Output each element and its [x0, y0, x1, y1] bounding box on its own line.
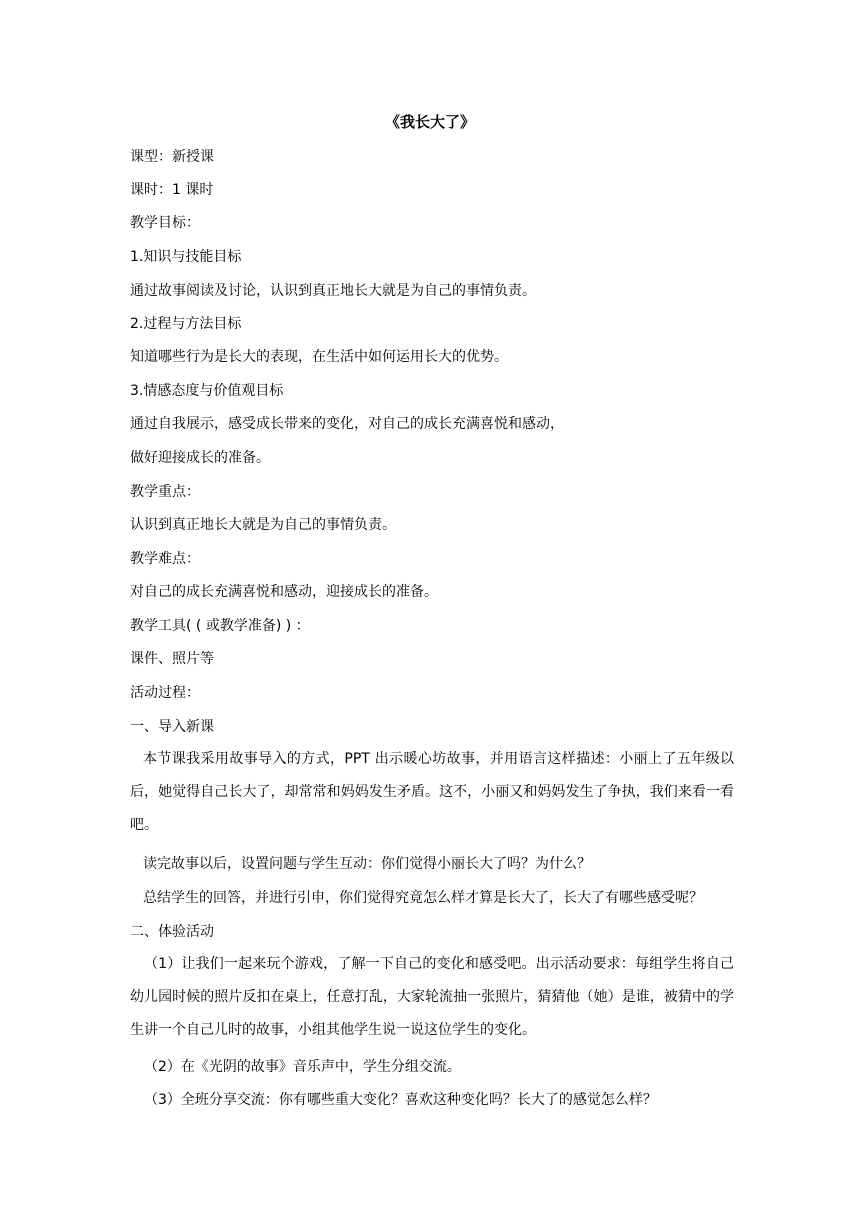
difficulties-heading: 教学难点：: [130, 551, 200, 567]
section-2-item-3: （3）全班分享交流：你有哪些重大变化？喜欢这种变化吗？长大了的感觉怎么样？: [144, 1092, 657, 1108]
objective-2-text: 知道哪些行为是长大的表现，在生活中如何运用长大的优势。: [130, 349, 508, 365]
objective-2-heading: 2.过程与方法目标: [130, 316, 242, 332]
section-1-paragraph-3: 总结学生的回答，并进行引申，你们觉得究竟怎么样才算是长大了，长大了有哪些感受呢？: [143, 890, 703, 906]
section-2-heading: 二、体验活动: [130, 924, 214, 940]
section-1-paragraph-1: 本节课我采用故事导入的方式，PPT 出示暖心坊故事，并用语言这样描述：小丽上了五年级以后，她觉得自己长大了，却常常和妈妈发生矛盾。这不，小丽又和妈妈发生了争执，我们来看一看吧。: [130, 751, 734, 833]
objectives-heading: 教学目标：: [130, 215, 200, 231]
objective-3-text-line2: 做好迎接成长的准备。: [130, 450, 270, 466]
key-points-heading: 教学重点：: [130, 484, 200, 500]
course-type: 课型：新授课: [130, 149, 214, 165]
objective-3-text-line1: 通过自我展示，感受成长带来的变化，对自己的成长充满喜悦和感动，: [130, 416, 564, 432]
key-points-text: 认识到真正地长大就是为自己的事情负责。: [130, 517, 396, 533]
section-1-paragraph-2: 读完故事以后，设置问题与学生互动：你们觉得小丽长大了吗？为什么？: [143, 856, 591, 872]
objective-1-heading: 1.知识与技能目标: [130, 249, 242, 265]
objective-3-heading: 3.情感态度与价值观目标: [130, 383, 284, 399]
section-2-item-1: （1）让我们一起来玩个游戏，了解一下自己的变化和感受吧。出示活动要求：每组学生将自己幼儿园时候的照片反扣在桌上，任意打乱，大家轮流抽一张照片，猜猜他（她）是谁，被猜中的学生讲一个自己儿时的故事，小组其他学生说一说这位学生的变化。: [130, 956, 734, 1038]
tools-text: 课件、照片等: [130, 651, 214, 667]
objective-1-text: 通过故事阅读及讨论，认识到真正地长大就是为自己的事情负责。: [130, 283, 536, 299]
process-heading: 活动过程：: [130, 685, 200, 701]
tools-heading: 教学工具( ( 或教学准备) ) ：: [130, 618, 310, 634]
section-2-item-2: （2）在《光阴的故事》音乐声中，学生分组交流。: [144, 1059, 461, 1075]
difficulties-text: 对自己的成长充满喜悦和感动，迎接成长的准备。: [130, 584, 438, 600]
course-hours: 课时：1 课时: [130, 182, 214, 198]
document-title: 《我长大了》: [384, 113, 475, 131]
section-1-heading: 一、导入新课: [130, 719, 214, 735]
